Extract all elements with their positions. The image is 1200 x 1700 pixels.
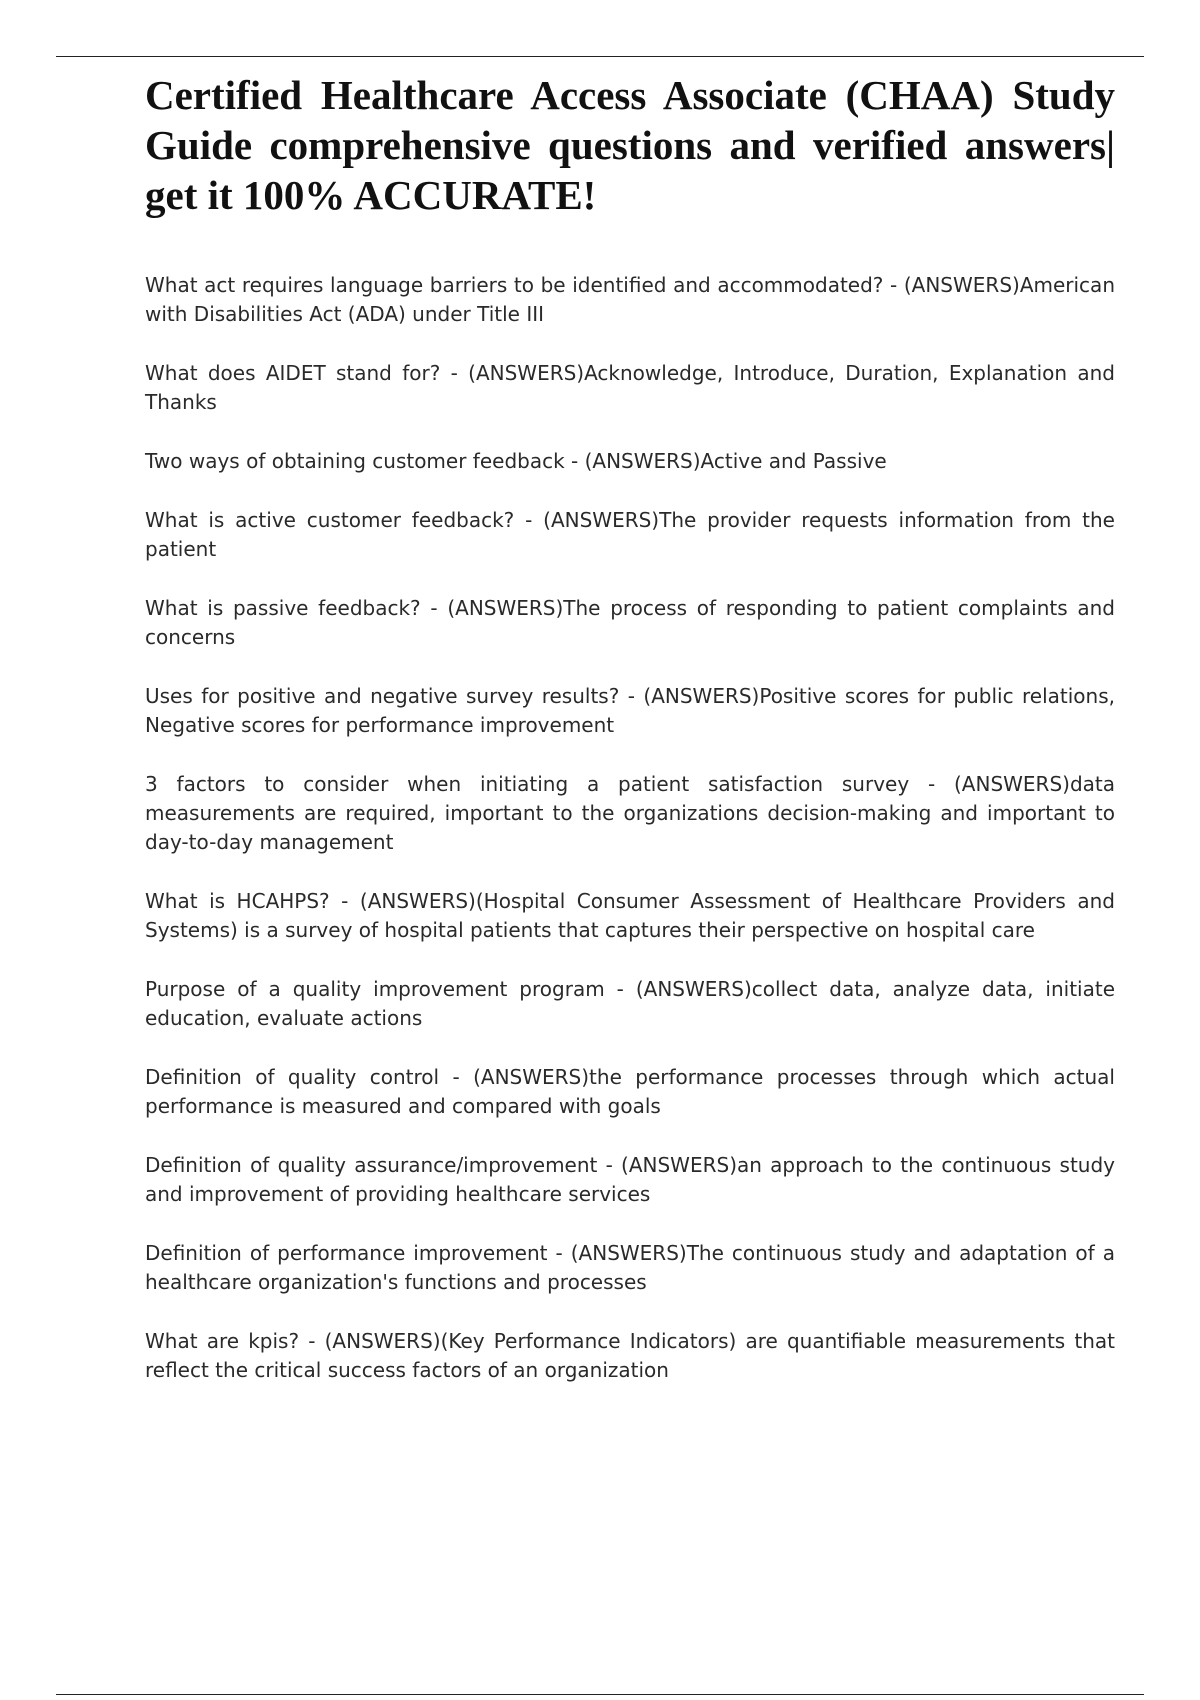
qa-item: 3 factors to consider when initiating a patient satisfaction survey - (ANSWERS)data measurements are required, important to the organizations decision-making and important to day-to-day management (145, 772, 1115, 854)
qa-item: Uses for positive and negative survey results? - (ANSWERS)Positive scores for public relations, Negative scores for performance improvement (145, 684, 1115, 737)
qa-item: What is passive feedback? - (ANSWERS)The process of responding to patient complaints and concerns (145, 596, 1115, 649)
qa-item: What act requires language barriers to be identified and accommodated? - (ANSWERS)American with Disabilities Act (ADA) under Title III (145, 273, 1115, 326)
qa-item: Purpose of a quality improvement program - (ANSWERS)collect data, analyze data, initiate education, evaluate actions (145, 977, 1115, 1030)
qa-item: What are kpis? - (ANSWERS)(Key Performance Indicators) are quantifiable measurements that reflect the critical success factors of an organization (145, 1329, 1115, 1382)
qa-list (145, 271, 1115, 1385)
document-title: Certified Healthcare Access Associate (CHAA) Study Guide comprehensive questions and verified answers| get it 100% ACCURATE! (145, 72, 1115, 218)
top-divider (56, 56, 1144, 57)
qa-item: What does AIDET stand for? - (ANSWERS)Acknowledge, Introduce, Duration, Explanation and Thanks (145, 361, 1115, 414)
qa-item: What is active customer feedback? - (ANSWERS)The provider requests information from the patient (145, 508, 1115, 561)
qa-item: Two ways of obtaining customer feedback - (ANSWERS)Active and Passive (145, 449, 887, 473)
qa-item: What is HCAHPS? - (ANSWERS)(Hospital Consumer Assessment of Healthcare Providers and Systems) is a survey of hospital patients that captures their perspective on hospital care (145, 889, 1115, 942)
qa-item: Definition of quality assurance/improvement - (ANSWERS)an approach to the continuous study and improvement of providing healthcare services (145, 1153, 1115, 1206)
qa-item: Definition of performance improvement - (ANSWERS)The continuous study and adaptation of a healthcare organization's functions and processes (145, 1241, 1115, 1294)
bottom-divider (56, 1694, 1144, 1695)
document-body (145, 70, 1115, 1415)
qa-item: Definition of quality control - (ANSWERS)the performance processes through which actual performance is measured and compared with goals (145, 1065, 1115, 1118)
